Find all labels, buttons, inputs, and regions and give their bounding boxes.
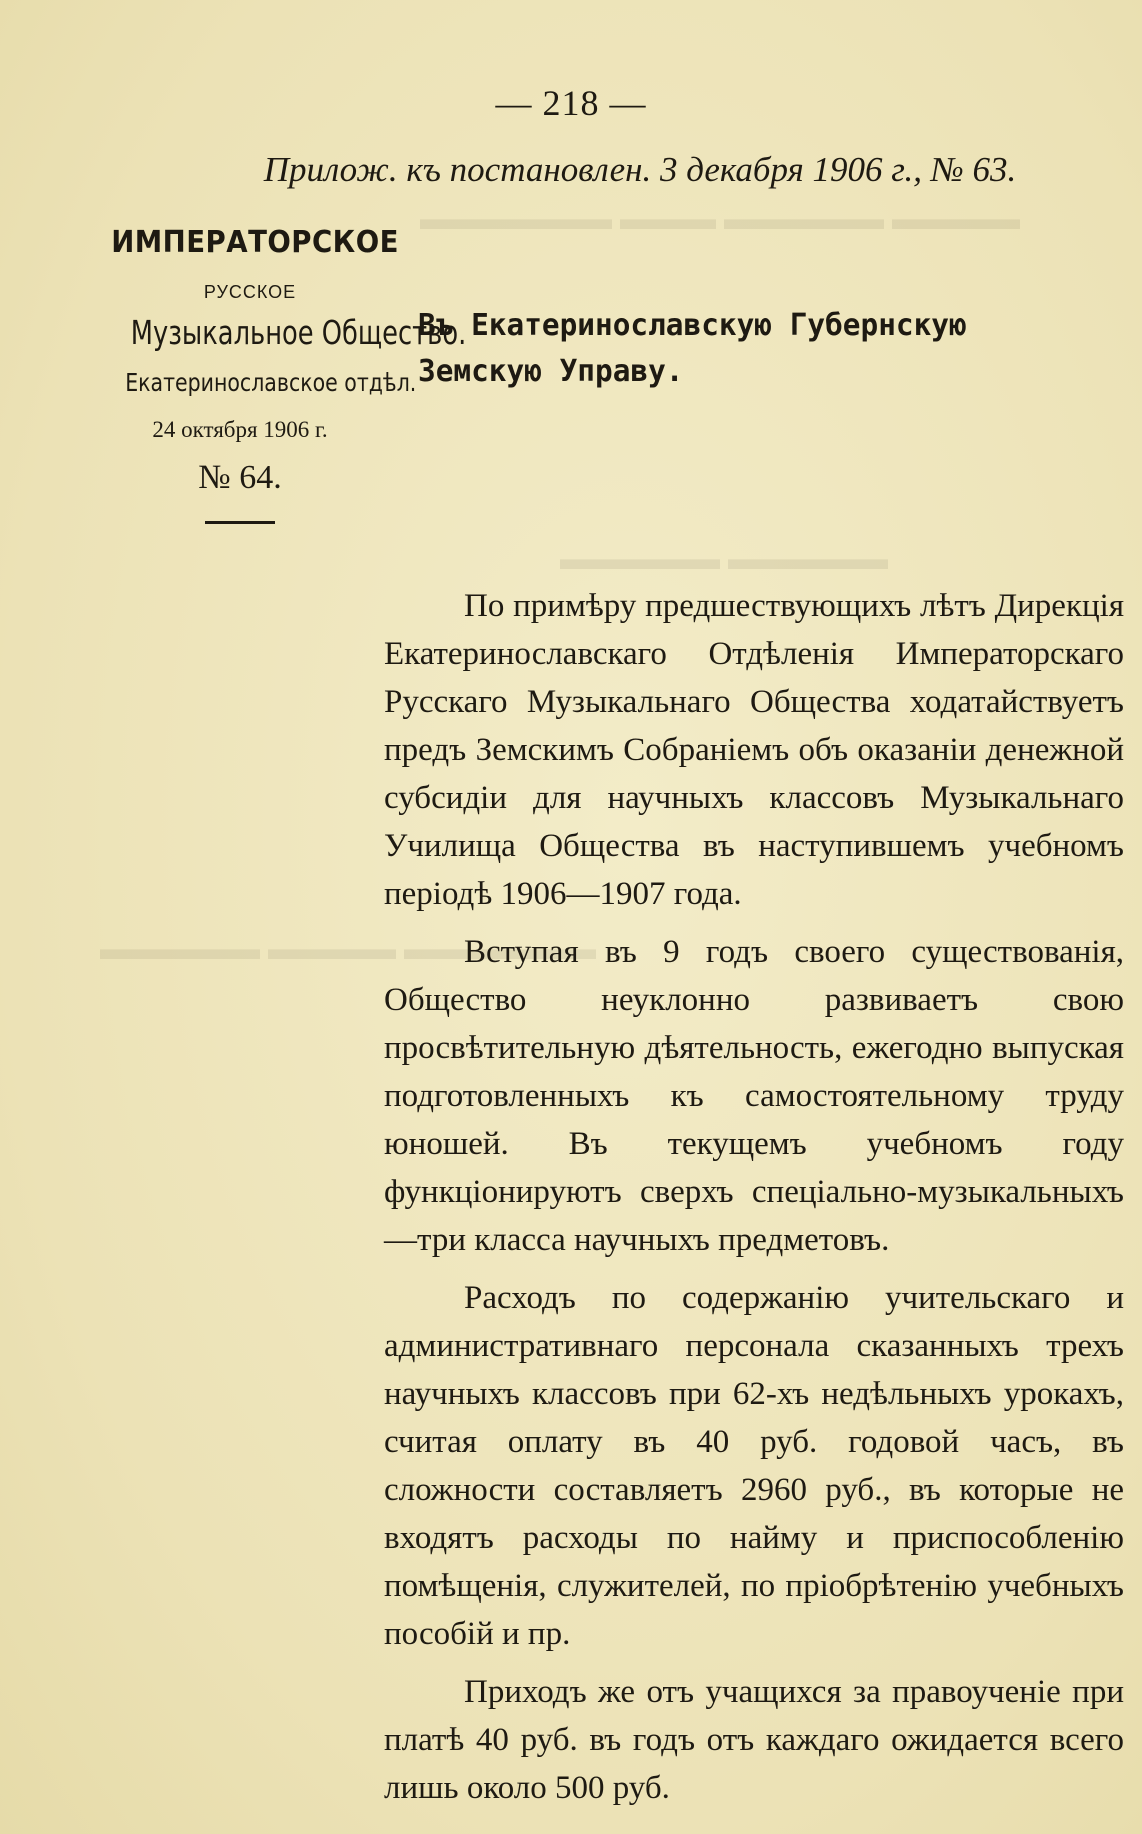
addressee-block — [418, 303, 1104, 395]
sender-date: 24 октября 1906 г. — [152, 417, 328, 442]
bleed-through-texture: ▬▬▬▬▬ ▬▬▬▬▬ — [560, 540, 888, 576]
letter-body — [384, 582, 1124, 1812]
bleed-through-texture: ▬▬▬▬ ▬▬▬▬▬ ▬▬▬ ▬▬▬▬▬▬ — [420, 200, 1020, 236]
annex-line: Прилож. къ постановлен. 3 декабря 1906 г., № 63. — [263, 150, 1017, 189]
sender-russian: РУССКОЕ — [203, 282, 297, 302]
paragraph: Вступая въ 9 годъ своего существованія, Общество неуклонно развиваетъ свою просвѣтительную дѣятельность, ежегодно выпуская подготовленныхъ къ самостоятельному труду юношей. Въ текущемъ учебномъ году функціонируютъ сверхъ спеціально-музыкальныхъ —три класса научныхъ предметовъ. — [384, 934, 1124, 1258]
addressee-line: Земскую Управу. — [418, 354, 684, 389]
addressee-line: Въ Екатеринославскую Губернскую — [418, 308, 967, 343]
sender-number: № 64. — [198, 459, 282, 496]
sender-divider — [205, 521, 275, 524]
paragraph: Расходъ по содержанію учительскаго и административнаго персонала сказанныхъ трехъ научныхъ классовъ при 62-хъ недѣльныхъ урокахъ, считая оплату въ 40 руб. годовой часъ, въ сложности составляетъ 2960 руб., въ которые не входятъ расходы по найму и приспособленію помѣщенія, служителей, по пріобрѣтенію учебныхъ пособій и пр. — [384, 1280, 1124, 1652]
sender-imperial: ИМПЕРАТОРСКОЕ — [111, 225, 399, 260]
bleed-through-texture: ▬▬▬▬▬▬ ▬▬▬▬ ▬▬▬▬▬ — [100, 930, 596, 966]
sender-society: Музыкальное Общество. — [130, 313, 467, 352]
sender-block — [100, 225, 467, 524]
paragraph: По примѣру предшествующихъ лѣтъ Дирекція Екатеринославскаго Отдѣленія Императорскаго Русскаго Музыкальнаго Общества ходатайствуетъ предъ Земскимъ Собраніемъ объ оказаніи денежной субсидіи для научныхъ классовъ Музыкальнаго Училища Общества въ наступившемъ учебномъ періодѣ 1906—1907 года. — [384, 588, 1124, 912]
paragraph: Приходъ же отъ учащихся за правоученіе при платѣ 40 руб. въ годъ отъ каждаго ожидается всего лишь около 500 руб. — [384, 1674, 1124, 1806]
page-number: — 218 — — [495, 83, 647, 123]
sender-branch: Екатеринославское отдѣл. — [125, 368, 417, 397]
